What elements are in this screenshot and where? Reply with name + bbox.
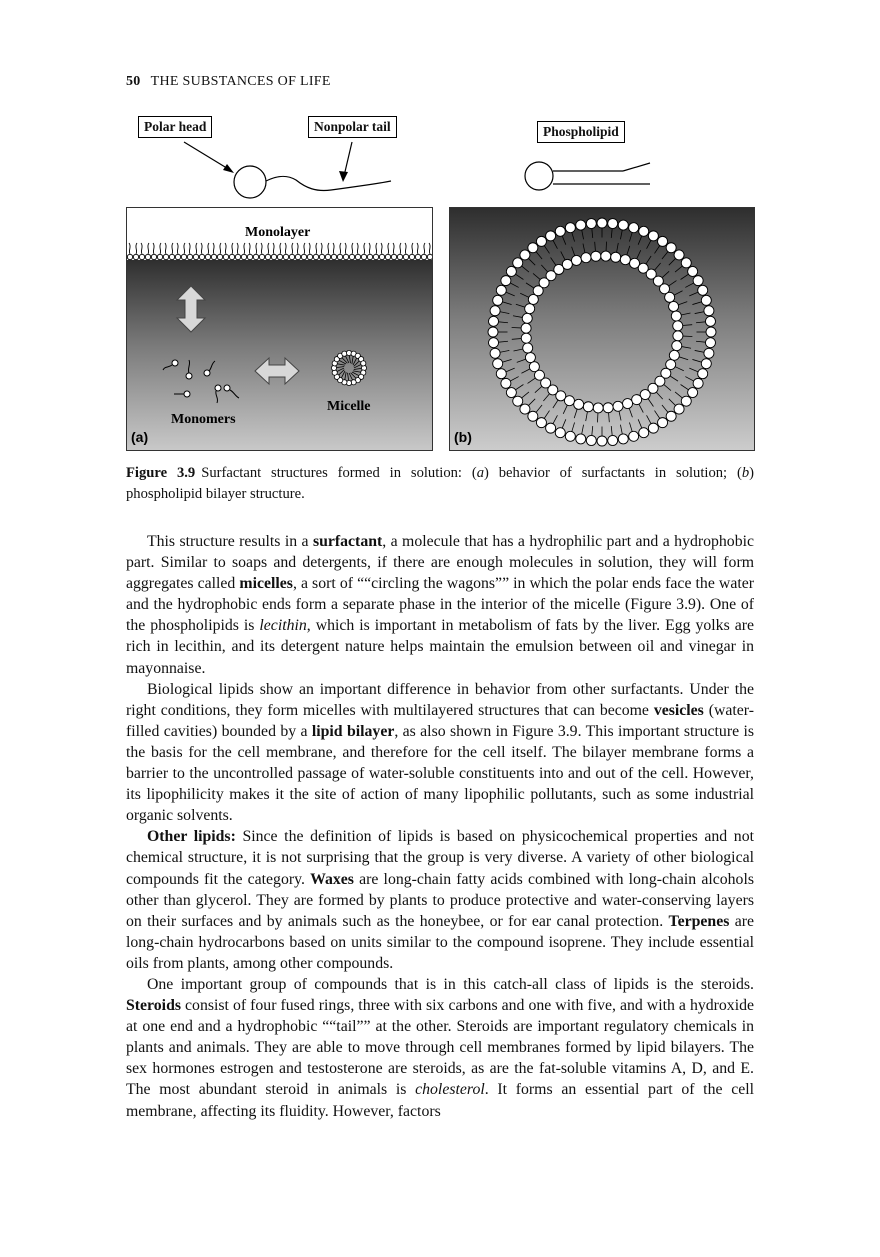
panel-a-tag: (a) [131,429,149,445]
outer-leaflet-head [618,220,628,230]
term-surfactant: surfactant [312,533,383,550]
monolayer-head [229,254,234,259]
monolayer-head [205,254,210,259]
outer-leaflet-head [648,231,658,241]
monolayer-tail [400,243,401,254]
inner-leaflet-head [581,253,591,263]
monolayer-tail [352,243,353,254]
outer-leaflet-head [489,338,499,348]
monolayer-tail [225,243,226,254]
outer-leaflet-head [698,285,708,295]
page-number: 50 [126,74,141,89]
panel-b [449,207,755,451]
inner-leaflet-head [591,251,601,261]
outer-leaflet-head [597,436,607,446]
outer-leaflet-head [688,388,698,398]
inner-leaflet-head [522,313,532,323]
monolayer-tail [165,243,166,254]
inner-leaflet-head [593,403,603,413]
inner-leaflet-head [611,252,621,262]
outer-leaflet-head [490,306,500,316]
nonpolar-tail-arrow [344,142,352,176]
monolayer-tail [153,243,154,254]
monolayer-tail [184,243,185,254]
monolayer-head [283,254,288,259]
molecule-schematic [126,136,754,206]
outer-leaflet-head [501,378,511,388]
monolayer-head [211,254,216,259]
monolayer-tail [220,243,221,254]
monolayer-head [187,254,192,259]
inner-leaflet-head [521,323,531,333]
outer-leaflet-head [608,435,618,445]
polar-head-circle [234,166,266,198]
figure-caption [126,463,754,505]
outer-leaflet-head [493,295,503,305]
monolayer-head [391,254,396,259]
outer-leaflet-head [674,404,684,414]
outer-leaflet-head [528,243,538,253]
monolayer-tail [237,243,238,254]
paragraph-surfactant: This structure results in a surfactant, a molecule that has a hydrophilic part and a hydrophobic part. Similar to soaps and detergents, if there are enough molecules in solution, they will form aggregates called micelles, a sort of ““circling the wagons”” in which the polar ends face the water and the hydrophobic ends form a separate phase in the interior of the micelle (Figure 3.9). One of the phospholipids is lecithin, which is important in metabolism of fats by the liver. Egg yolks are rich in lecithin, and its detergent nature helps maintain the emulsion between oil and vinegar in mayonnaise. [126,533,755,677]
monolayer-tail [129,243,130,254]
outer-leaflet-head [520,250,530,260]
polar-head-arrow [184,142,230,170]
monolayer-tail [244,243,245,254]
monolayer-head [181,254,186,259]
polar-head-label: Polar head [138,116,212,138]
monolayer-head [301,254,306,259]
monolayer-head [385,254,390,259]
monolayer-head [307,254,312,259]
monolayer-head [265,254,270,259]
vesicle-bilayer [488,218,716,446]
monolayer-head [169,254,174,259]
monolayer-tail [429,243,430,254]
monolayer-label: Monolayer [245,225,311,240]
outer-leaflet-head [555,428,565,438]
inner-leaflet-head [672,341,682,351]
running-title: THE SUBSTANCES OF LIFE [150,74,331,89]
monolayer-tail [136,243,137,254]
outer-leaflet-head [496,369,506,379]
phospholipid-label: Phospholipid [537,121,625,143]
monolayer-head [325,254,330,259]
monolayer-head [331,254,336,259]
monolayer-tail [261,243,262,254]
micelle-head [361,361,366,366]
term-waxes: Waxes [310,870,354,888]
figure-number: Figure 3.9 [126,465,196,481]
outer-leaflet-head [705,316,715,326]
monolayer-head [313,254,318,259]
monolayer-tail [160,243,161,254]
phospholipid-head [525,162,553,190]
inner-leaflet-head [523,343,533,353]
outer-leaflet-head [493,359,503,369]
monolayer-head [247,254,252,259]
outer-leaflet-head [536,418,546,428]
vertical-double-arrow [177,286,205,332]
outer-leaflet-head [706,327,716,337]
outer-leaflet-head [704,306,714,316]
outer-leaflet-head [693,276,703,286]
outer-leaflet-head [501,276,511,286]
outer-leaflet-head [701,359,711,369]
outer-leaflet-head [705,338,715,348]
monolayer-head [295,254,300,259]
outer-leaflet-head [520,404,530,414]
monolayer-head [373,254,378,259]
caption-italic-a: a [476,465,485,481]
monolayer-tail [364,243,365,254]
outer-leaflet-head [565,431,575,441]
outer-leaflet-head [704,348,714,358]
monolayer-head [403,254,408,259]
monolayer-head [289,254,294,259]
monolayer-tail [177,243,178,254]
nonpolar-tail-label: Nonpolar tail [308,116,397,138]
outer-leaflet-head [666,243,676,253]
inner-leaflet-head [562,259,572,269]
monolayer-head [157,254,162,259]
caption-text-2: ) behavior of surfactants in solution; ( [484,465,742,481]
inner-leaflet-head [620,255,630,265]
monolayer-tail [285,243,286,254]
monolayer-tail [292,243,293,254]
outer-leaflet-head [681,396,691,406]
outer-leaflet-head [639,226,649,236]
monolayer-tail [340,243,341,254]
inner-leaflet-head [525,353,535,363]
outer-leaflet-head [536,236,546,246]
monolayer-tail [424,243,425,254]
outer-leaflet-head [565,223,575,233]
term-vesicles: vesicles [653,701,704,719]
outer-leaflet-head [629,223,639,233]
inner-leaflet-head [665,292,675,302]
outer-leaflet-head [693,378,703,388]
inner-leaflet-head [574,399,584,409]
panel-a [126,207,433,451]
monolayer-tail [328,243,329,254]
monolayer-tail [405,243,406,254]
inner-leaflet-head [613,401,623,411]
panel-b-drawing [450,208,754,450]
outer-leaflet-head [618,434,628,444]
monolayer-head [427,254,432,259]
monolayer-head [277,254,282,259]
term-terpenes: Terpenes [668,912,730,930]
monolayer-tail [232,243,233,254]
inner-leaflet-head [673,321,683,331]
caption-italic-b: b [741,465,750,481]
inner-leaflet-head [525,304,535,314]
term-micelles: micelles [239,575,293,593]
monolayer-tail [141,243,142,254]
outer-leaflet-head [513,396,523,406]
outer-leaflet-head [586,219,596,229]
monolayer-tail [357,243,358,254]
monolayer-tail [393,243,394,254]
inner-leaflet-head [583,402,593,412]
monolayer-tail [388,243,389,254]
outer-leaflet-head [490,348,500,358]
monolayer-head [217,254,222,259]
inner-leaflet-head [601,251,611,261]
monolayer-tail [213,243,214,254]
inner-leaflet-head [671,311,681,321]
inner-leaflet-head [603,403,613,413]
monolayer-tail [208,243,209,254]
outer-leaflet-head [576,434,586,444]
term-lipid-bilayer: lipid bilayer [311,722,395,740]
monolayer-head [253,254,258,259]
outer-leaflet-head [506,266,516,276]
monolayer-head [379,254,384,259]
monolayer-head [397,254,402,259]
monolayer-head [223,254,228,259]
monolayer-head [349,254,354,259]
polar-head-arrowhead [223,164,234,173]
monolayer-tail [256,243,257,254]
term-lecithin: lecithin [259,617,307,635]
monolayer-tail [309,243,310,254]
outer-leaflet-head [555,226,565,236]
monolayer-tail [304,243,305,254]
inner-leaflet-head [632,395,642,405]
outer-leaflet-head [629,431,639,441]
outer-leaflet-head [506,388,516,398]
inner-leaflet-head [673,331,683,341]
horizontal-double-arrow [255,358,299,384]
paragraph-steroids: One important group of compounds that is in this catch-all class of lipids is the steroids. Steroids consist of four fused rings, three with six carbons and one with five, and with a hydroxide at one end and a hydrophobic ““tail”” at the other. Steroids are important regulatory chemicals in plants and animals. They are able to move through cell membranes formed by lipid bilayers. The sex hormones estrogen and testosterone are steroids, as are the fat-soluble vitamins A, D, and E. The most abundant steroid in animals is cholesterol. It forms an essential part of the cell membrane, affecting its fluidity. However, factors [126,975,754,1120]
monolayer-tail [273,243,274,254]
monolayer-head [199,254,204,259]
outer-leaflet-head [586,435,596,445]
outer-leaflet-head [496,285,506,295]
monolayer-head [415,254,420,259]
nonpolar-tail-arrowhead [339,171,348,182]
monolayer-head [241,254,246,259]
monolayer-head [163,254,168,259]
monolayer-tail [201,243,202,254]
monolayer-tail [316,243,317,254]
monolayer-head [151,254,156,259]
inner-leaflet-head [521,333,531,343]
monolayer-head [355,254,360,259]
inner-leaflet-head [669,350,679,360]
monolayer-head [421,254,426,259]
monolayer-tail [280,243,281,254]
outer-leaflet-head [546,231,556,241]
monolayer-head [145,254,150,259]
monolayer-head [127,254,132,259]
panel-b-tag: (b) [454,429,472,445]
paragraph-biological-lipids: Biological lipids show an important difference in behavior from other surfactants. Under the right conditions, they form micelles with multilayered structures that can become vesicles (water-filled cavities) bounded by a lipid bilayer, as also shown in Figure 3.9. This important structure is the basis for the cell membrane, and therefore for the cell itself. The bilayer membrane forms a barrier to the uncontrolled passage of water-soluble constituents into and out of the cell. However, its lipophilicity makes it the site of action of many lipophilic pollutants, such as some industrial organic solvents. [126,680,754,825]
term-other-lipids: Other lipids: [147,828,236,846]
monolayer-tail [148,243,149,254]
monolayer-head [133,254,138,259]
monolayer-head [193,254,198,259]
inner-leaflet-head [529,362,539,372]
outer-leaflet-head [576,220,586,230]
outer-leaflet-head [488,327,498,337]
term-cholesterol: cholesterol [415,1081,485,1099]
outer-leaflet-head [681,258,691,268]
outer-leaflet-head [528,411,538,421]
monolayer-head [319,254,324,259]
outer-leaflet-head [674,250,684,260]
outer-leaflet-head [513,258,523,268]
running-head [126,74,331,90]
micelle-label: Micelle [327,399,371,414]
monolayer-head [235,254,240,259]
outer-leaflet-head [688,266,698,276]
monolayer-tail [381,243,382,254]
monolayer-head [361,254,366,259]
outer-leaflet-head [701,295,711,305]
monolayer-head [409,254,414,259]
inner-leaflet-head [669,301,679,311]
monomers-label: Monomers [171,412,236,427]
monolayer-tail [412,243,413,254]
body-text [126,531,754,1122]
outer-leaflet-head [608,219,618,229]
monolayer-tail [268,243,269,254]
outer-leaflet-head [648,423,658,433]
monolayer-tail [333,243,334,254]
paragraph-other-lipids: Other lipids: Since the definition of lipids is based on physicochemical properties and not chemical structure, it is not surprising that the group is very diverse. A variety of other biological compounds fit the category. Waxes are long-chain fatty acids combined with long-chain alcohols other than glycerol. They are formed by plants to produce protective and water-conserving layers on their surfaces and by animals such as the honeybee, or for ear canal protection. Terpenes are long-chain hydrocarbons based on units similar to the compound isoprene. They include essential oils from plants, among other compounds. [126,828,754,972]
monolayer-tail [369,243,370,254]
monolayer [127,243,432,260]
monolayer-tail [417,243,418,254]
monolayer-tail [345,243,346,254]
monolayer-head [175,254,180,259]
panel-a-drawing [127,208,432,450]
monolayer-head [343,254,348,259]
monolayer-head [259,254,264,259]
caption-text-1: Surfactant structures formed in solution: ( [201,465,477,481]
monolayer-head [367,254,372,259]
inner-leaflet-head [623,399,633,409]
outer-leaflet-head [658,236,668,246]
outer-leaflet-head [597,218,607,228]
monomers-group [163,360,239,403]
outer-leaflet-head [698,369,708,379]
monolayer-tail [172,243,173,254]
monolayer-tail [196,243,197,254]
monolayer-tail [321,243,322,254]
nonpolar-tail-line [266,176,391,190]
monolayer-tail [376,243,377,254]
phospholipid-tail-1b [623,163,650,171]
outer-leaflet-head [639,428,649,438]
outer-leaflet-head [546,423,556,433]
monolayer-head [139,254,144,259]
monolayer-tail [189,243,190,254]
outer-leaflet-head [666,411,676,421]
monolayer-head [337,254,342,259]
caption-text-3: ) phospholipid bilayer structure. [126,465,755,502]
outer-leaflet-head [658,418,668,428]
inner-leaflet-head [571,255,581,265]
term-steroids: Steroids [126,997,182,1015]
micelle [331,350,366,385]
monolayer-head [271,254,276,259]
monolayer-tail [249,243,250,254]
outer-leaflet-head [489,316,499,326]
monolayer-tail [297,243,298,254]
